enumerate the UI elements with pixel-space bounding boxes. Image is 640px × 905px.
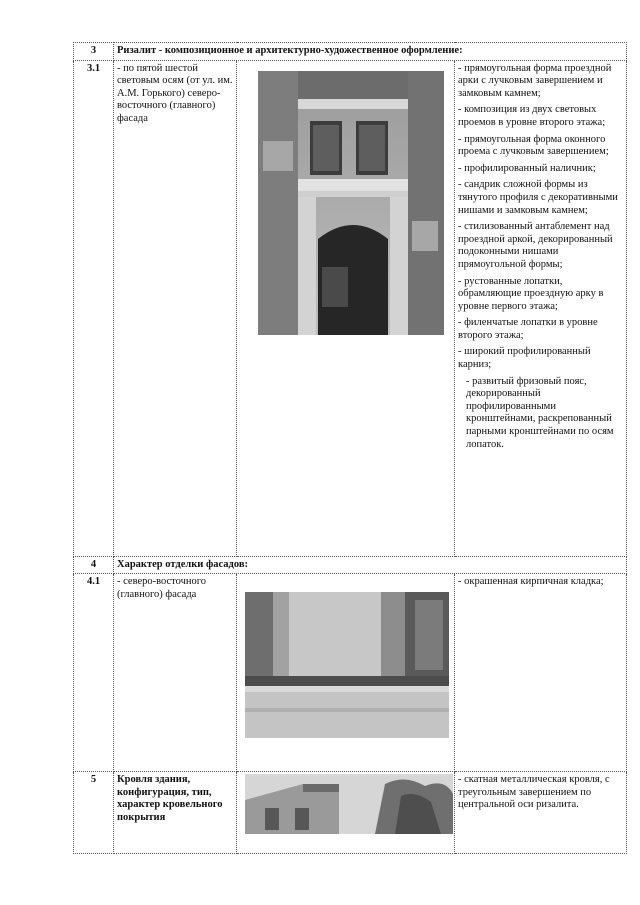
feature-item: - прямоугольная форма проездной арки с лучковым завершением и замковым камнем; <box>458 62 612 99</box>
feature-item: - рустованные лопатки, обрамляющие проездную арку в уровне первого этажа; <box>458 275 604 312</box>
feature-item: - композиция из двух световых проемов в уровне второго этажа; <box>458 104 606 128</box>
row-number: 5 <box>74 772 114 854</box>
row-3 <box>74 43 627 61</box>
roof-photo <box>245 774 453 834</box>
feature-item: - широкий профилированный карниз; <box>458 346 591 371</box>
roof-photo-image <box>245 774 453 834</box>
photo-cell <box>237 574 455 772</box>
facade-arch-photo <box>258 71 444 335</box>
feature-item: - развитый фризовый пояс, декорированный профилированными кронштейнами, раскрепованный парными кронштейнами по осям лопаток. <box>466 375 614 450</box>
finish-description: - окрашенная кирпичная кладка; <box>455 574 627 772</box>
feature-item: - прямоугольная форма оконного проема с лучковым завершением; <box>458 133 609 158</box>
feature-item: - филенчатые лопатки в уровне второго этажа; <box>458 317 598 341</box>
row-4-1 <box>74 574 627 772</box>
feature-item: - стилизованный антаблемент над проездной аркой, декорированный подоконными нишами прямоугольной формы; <box>458 221 613 270</box>
photo-cell <box>237 60 455 556</box>
roof-description: - скатная металлическая кровля, с треугольным завершением по центральной оси ризалита. <box>455 772 627 854</box>
monument-table <box>73 42 627 854</box>
features-cell <box>455 60 627 556</box>
photo-cell <box>237 772 455 854</box>
section-title: Ризалит - композиционное и архитектурно-художественное оформление: <box>114 43 627 61</box>
row-number: 4.1 <box>74 574 114 772</box>
row-number: 4 <box>74 556 114 574</box>
arch-photo-image <box>258 71 444 335</box>
section-title: Кровля здания, конфигурация, тип, характер кровельного покрытия <box>114 772 237 854</box>
section-title: Характер отделки фасадов: <box>114 556 627 574</box>
row-4 <box>74 556 627 574</box>
feature-item: - сандрик сложной формы из тянутого профиля с декоративными нишами и замковым камнем; <box>458 179 618 216</box>
feature-item: - профилированный наличник; <box>458 162 596 174</box>
facade-finish-photo <box>245 592 449 738</box>
finish-photo-image <box>245 592 449 738</box>
row-3-1 <box>74 60 627 556</box>
location-text: - по пятой шестой световым осям (от ул. им. А.М. Горького) северо-восточного (главного) фасада <box>114 60 237 556</box>
location-text: - северо-восточного (главного) фасада <box>114 574 237 772</box>
row-number: 3 <box>74 43 114 61</box>
row-number: 3.1 <box>74 60 114 556</box>
row-5 <box>74 772 627 854</box>
